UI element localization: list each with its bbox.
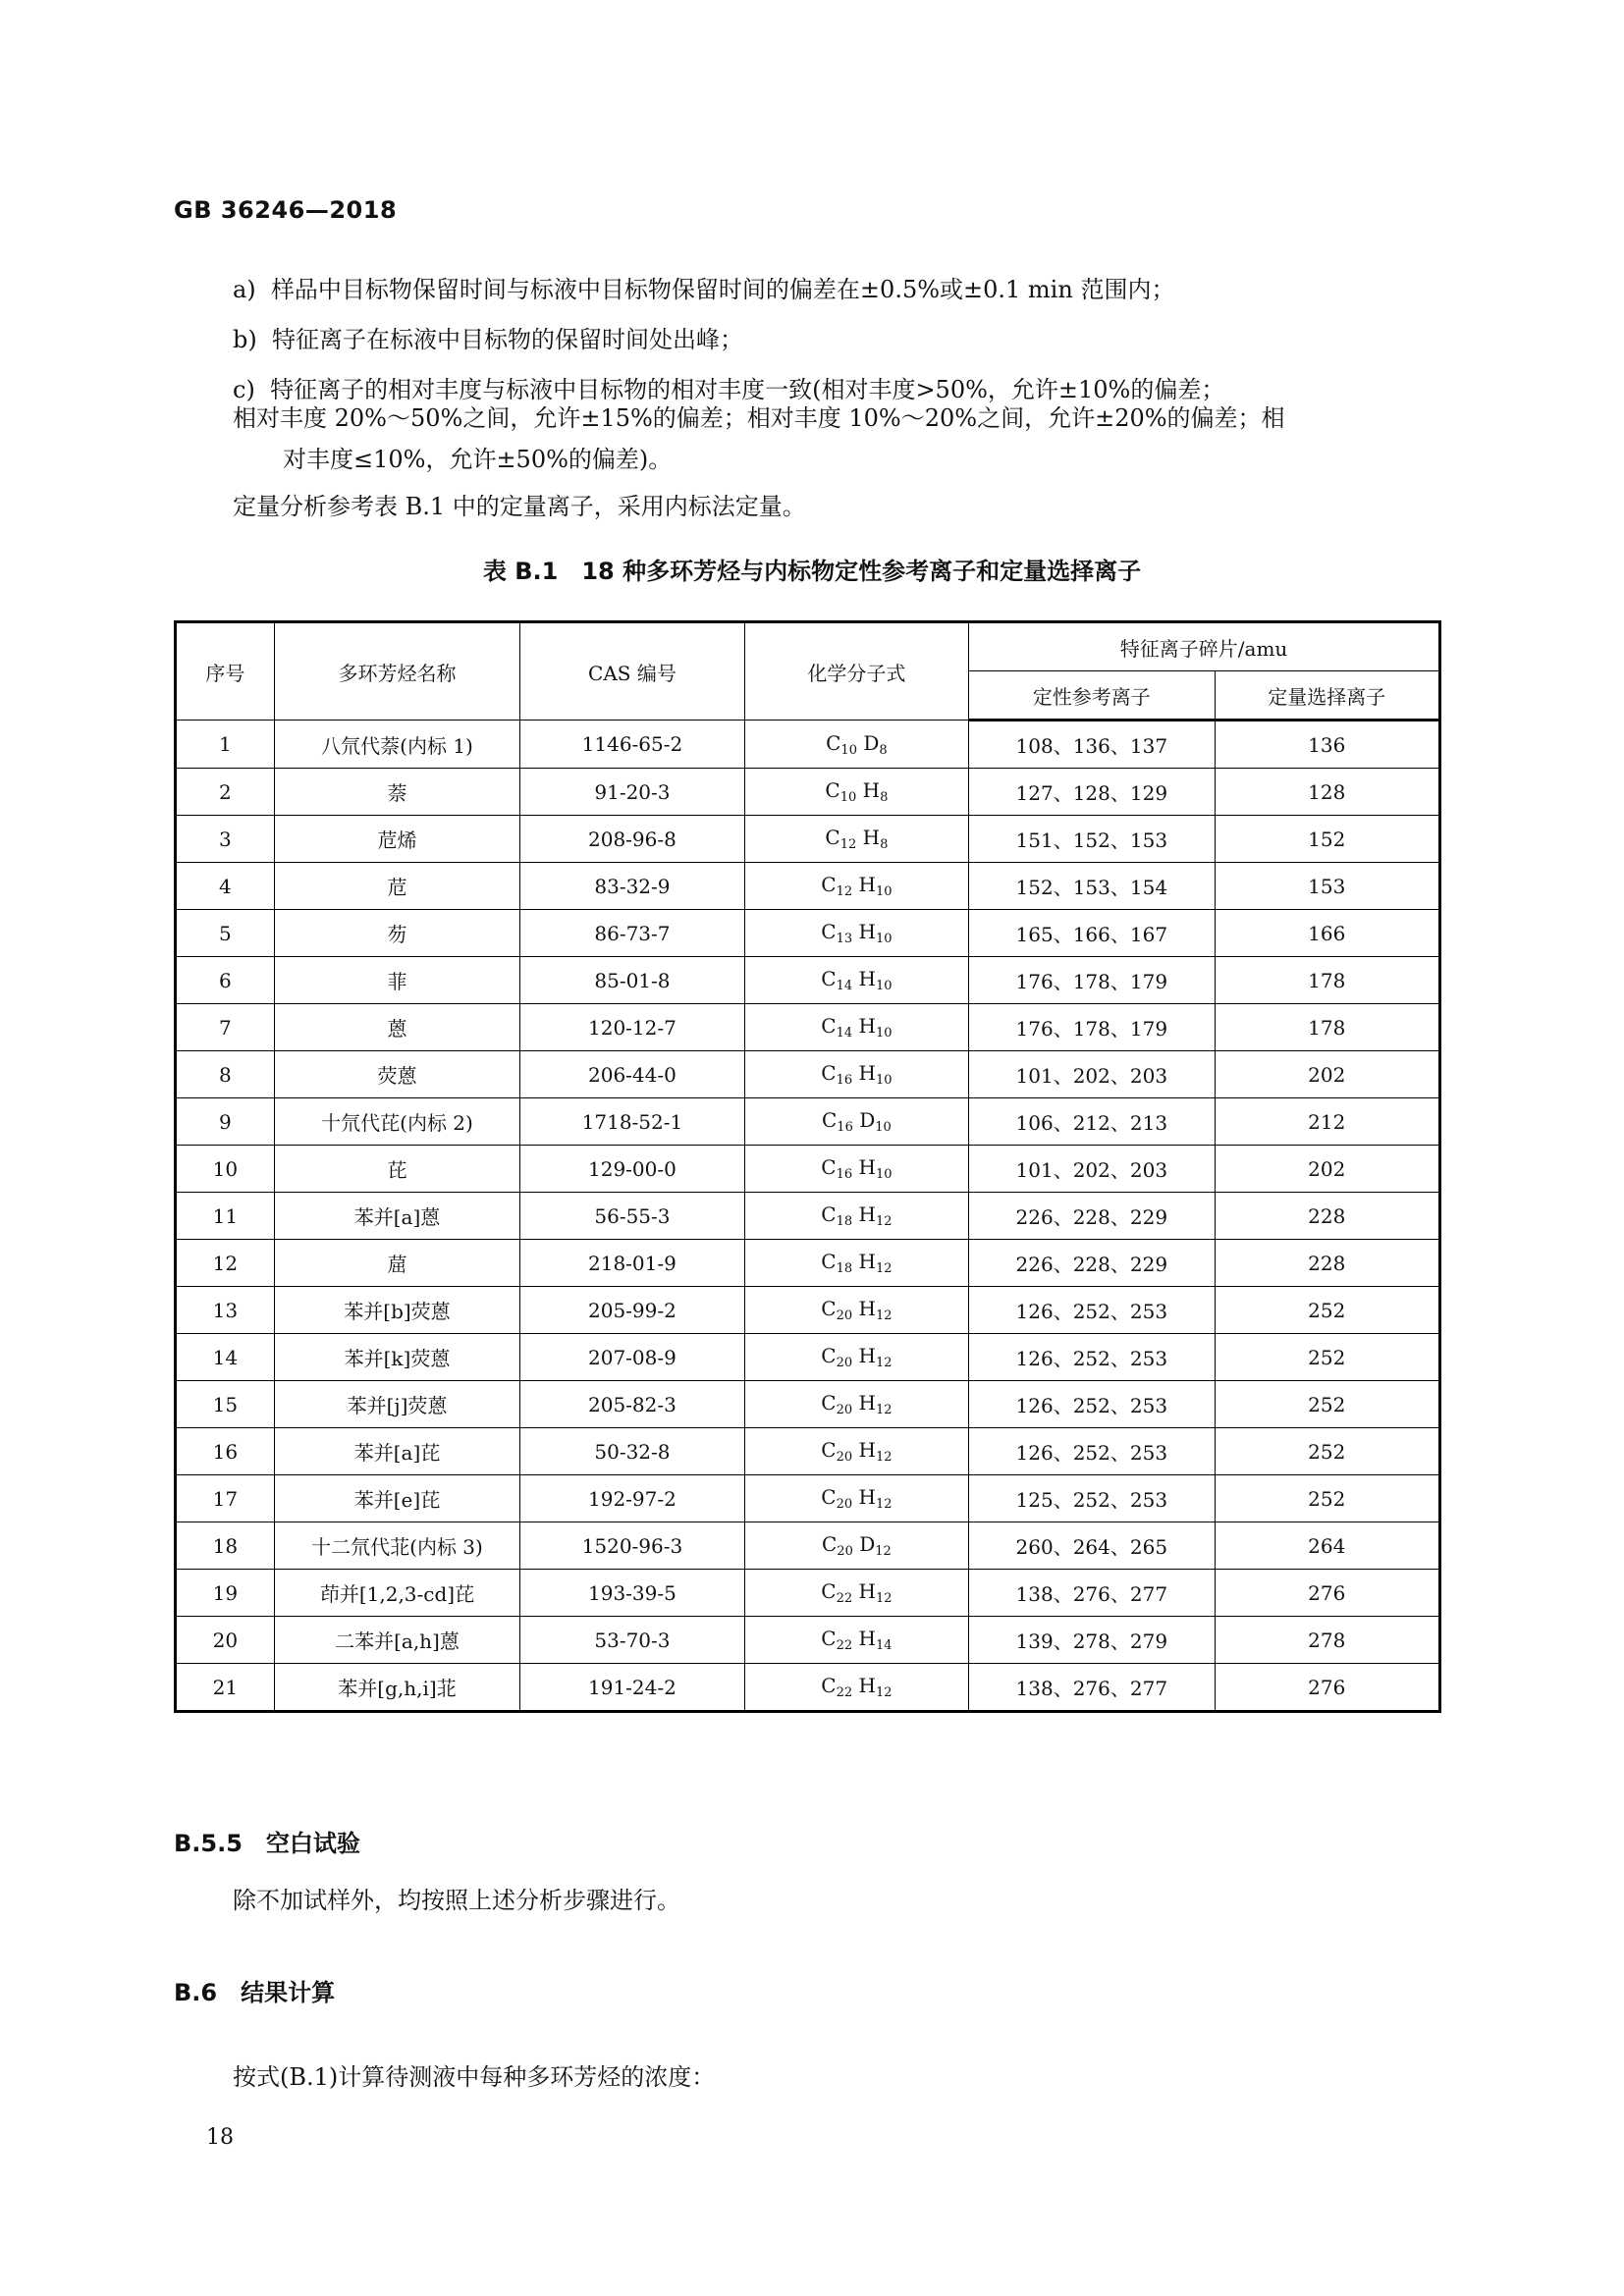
cell-qualitative-ions: 151、152、153: [969, 816, 1215, 863]
cell-name: 苯并[a]芘: [274, 1428, 519, 1475]
table-row: [176, 1098, 1440, 1146]
formula-count: 12: [875, 1450, 893, 1465]
formula-element: D: [863, 730, 880, 755]
formula-count: 12: [836, 884, 853, 899]
cell-formula: [744, 1098, 968, 1146]
cell-quantitative-ion: 252: [1215, 1428, 1439, 1475]
cell-seq: 9: [176, 1098, 275, 1146]
table-row: [176, 1617, 1440, 1664]
cell-name: 二苯并[a,h]蒽: [274, 1617, 519, 1664]
formula-element: C: [821, 1438, 837, 1462]
cell-cas: 207-08-9: [520, 1334, 744, 1381]
cell-seq: 11: [176, 1193, 275, 1240]
cell-formula: [744, 1617, 968, 1664]
table-row: [176, 1334, 1440, 1381]
formula-count: 20: [836, 1403, 853, 1417]
formula-element: C: [821, 1014, 837, 1038]
formula-element: C: [821, 1155, 837, 1179]
cell-cas: 50-32-8: [520, 1428, 744, 1475]
cell-formula: [744, 1240, 968, 1287]
cell-quantitative-ion: 202: [1215, 1051, 1439, 1098]
formula-element: H: [858, 1061, 876, 1085]
section-b55-text: 除不加试样外，均按照上述分析步骤进行。: [233, 1887, 680, 1914]
criterion-b: [233, 325, 743, 354]
header-qualitative-ions: 定性参考离子: [969, 671, 1215, 721]
formula-count: 16: [836, 1167, 853, 1182]
cell-seq: 2: [176, 769, 275, 816]
table-row: [176, 1004, 1440, 1051]
cell-seq: 3: [176, 816, 275, 863]
formula-count: 22: [836, 1591, 853, 1606]
cell-formula: [744, 1522, 968, 1570]
cell-name: 十二氘代苝(内标 3): [274, 1522, 519, 1570]
cell-formula: [744, 910, 968, 957]
table-row: [176, 1051, 1440, 1098]
formula-element: C: [825, 826, 840, 849]
formula-count: 14: [836, 1026, 853, 1041]
cell-formula: [744, 1381, 968, 1428]
formula-element: C: [821, 1061, 837, 1085]
table-title: 表 B.1 18 种多环芳烃与内标物定性参考离子和定量选择离子: [482, 558, 1142, 585]
criterion-text: 特征离子在标液中目标物的保留时间处出峰；: [272, 326, 743, 353]
cell-quantitative-ion: 252: [1215, 1287, 1439, 1334]
formula-count: 14: [836, 979, 853, 993]
header-quantitative-ion: 定量选择离子: [1215, 671, 1439, 721]
formula-element: C: [821, 920, 837, 943]
cell-formula: [744, 1146, 968, 1193]
criterion-label: a): [233, 276, 256, 303]
cell-name: 苊: [274, 863, 519, 910]
cell-qualitative-ions: 106、212、213: [969, 1098, 1215, 1146]
cell-name: 䓛: [274, 1240, 519, 1287]
formula-element: C: [821, 1250, 837, 1273]
table-row: [176, 1475, 1440, 1522]
formula-count: 20: [837, 1544, 853, 1559]
cell-formula: [744, 1193, 968, 1240]
formula-element: D: [859, 1532, 876, 1556]
cell-name: 蒽: [274, 1004, 519, 1051]
cell-cas: 83-32-9: [520, 863, 744, 910]
formula-element: H: [858, 1155, 876, 1179]
cell-quantitative-ion: 264: [1215, 1522, 1439, 1570]
cell-seq: 14: [176, 1334, 275, 1381]
cell-formula: [744, 721, 968, 769]
formula-count: 10: [840, 742, 857, 758]
cell-quantitative-ion: 252: [1215, 1334, 1439, 1381]
formula-count: 18: [836, 1261, 853, 1276]
formula-count: 22: [836, 1685, 853, 1700]
cell-cas: 192-97-2: [520, 1475, 744, 1522]
header-name: 多环芳烃名称: [274, 622, 519, 721]
formula-element: H: [858, 1674, 876, 1697]
formula-element: C: [821, 967, 837, 990]
cell-name: 苯并[a]蒽: [274, 1193, 519, 1240]
cell-qualitative-ions: 226、228、229: [969, 1193, 1215, 1240]
cell-quantitative-ion: 212: [1215, 1098, 1439, 1146]
cell-quantitative-ion: 128: [1215, 769, 1439, 816]
cell-formula: [744, 1004, 968, 1051]
cell-cas: 205-82-3: [520, 1381, 744, 1428]
cell-name: 苯并[b]荧蒽: [274, 1287, 519, 1334]
formula-count: 14: [875, 1638, 893, 1653]
cell-quantitative-ion: 153: [1215, 863, 1439, 910]
cell-name: 八氘代萘(内标 1): [274, 721, 519, 769]
formula-element: C: [821, 1391, 837, 1415]
table-row: [176, 1570, 1440, 1617]
cell-seq: 19: [176, 1570, 275, 1617]
formula-element: C: [821, 1344, 837, 1367]
formula-element: H: [858, 920, 876, 943]
formula-count: 10: [875, 1167, 893, 1182]
section-b55-heading: B.5.5 空白试验: [174, 1830, 360, 1857]
formula-count: 16: [837, 1120, 853, 1135]
cell-cas: 120-12-7: [520, 1004, 744, 1051]
cell-qualitative-ions: 126、252、253: [969, 1428, 1215, 1475]
cell-seq: 17: [176, 1475, 275, 1522]
criterion-label: b): [233, 326, 257, 353]
formula-element: H: [858, 1485, 876, 1509]
cell-quantitative-ion: 166: [1215, 910, 1439, 957]
cell-formula: [744, 769, 968, 816]
formula-element: C: [821, 1674, 837, 1697]
page-number: 18: [206, 2125, 234, 2150]
formula-element: H: [858, 1297, 876, 1320]
cell-seq: 7: [176, 1004, 275, 1051]
formula-element: C: [821, 1485, 837, 1509]
cell-name: 苯并[j]荧蒽: [274, 1381, 519, 1428]
cell-qualitative-ions: 126、252、253: [969, 1381, 1215, 1428]
cell-qualitative-ions: 126、252、253: [969, 1334, 1215, 1381]
table-row: [176, 1287, 1440, 1334]
cell-cas: 56-55-3: [520, 1193, 744, 1240]
cell-seq: 13: [176, 1287, 275, 1334]
cell-name: 十氘代芘(内标 2): [274, 1098, 519, 1146]
table-row: [176, 816, 1440, 863]
formula-element: H: [858, 967, 876, 990]
cell-seq: 4: [176, 863, 275, 910]
formula-element: C: [826, 730, 841, 755]
table-row: [176, 1428, 1440, 1475]
formula-count: 10: [875, 932, 893, 946]
header-cas: CAS 编号: [520, 622, 744, 721]
cell-qualitative-ions: 226、228、229: [969, 1240, 1215, 1287]
cell-formula: [744, 1287, 968, 1334]
formula-count: 10: [875, 1073, 893, 1088]
table-row: [176, 1664, 1440, 1712]
formula-element: H: [862, 778, 881, 802]
formula-count: 12: [875, 1308, 893, 1323]
formula-element: C: [821, 1297, 837, 1320]
formula-count: 16: [836, 1073, 853, 1088]
cell-cas: 206-44-0: [520, 1051, 744, 1098]
formula-count: 10: [875, 979, 893, 993]
cell-cas: 208-96-8: [520, 816, 744, 863]
formula-element: H: [858, 1344, 876, 1367]
criterion-a: [233, 275, 1174, 304]
cell-seq: 5: [176, 910, 275, 957]
table-row: [176, 1381, 1440, 1428]
header-ion-group: 特征离子碎片/amu: [969, 622, 1440, 671]
formula-count: 12: [875, 1497, 893, 1512]
cell-qualitative-ions: 126、252、253: [969, 1287, 1215, 1334]
cell-quantitative-ion: 228: [1215, 1193, 1439, 1240]
cell-name: 苯并[k]荧蒽: [274, 1334, 519, 1381]
formula-count: 20: [836, 1308, 853, 1323]
cell-cas: 53-70-3: [520, 1617, 744, 1664]
cell-cas: 85-01-8: [520, 957, 744, 1004]
cell-cas: 205-99-2: [520, 1287, 744, 1334]
cell-quantitative-ion: 228: [1215, 1240, 1439, 1287]
cell-seq: 12: [176, 1240, 275, 1287]
header-formula: 化学分子式: [744, 622, 968, 721]
table-row: [176, 1146, 1440, 1193]
cell-quantitative-ion: 178: [1215, 1004, 1439, 1051]
cell-qualitative-ions: 165、166、167: [969, 910, 1215, 957]
cell-seq: 10: [176, 1146, 275, 1193]
cell-seq: 21: [176, 1664, 275, 1712]
cell-qualitative-ions: 260、264、265: [969, 1522, 1215, 1570]
cell-qualitative-ions: 108、136、137: [969, 721, 1215, 769]
formula-count: 20: [836, 1356, 853, 1370]
section-b6-text: 按式(B.1)计算待测液中每种多环芳烃的浓度：: [233, 2063, 716, 2091]
pah-ion-table: [174, 620, 1441, 1713]
cell-name: 萘: [274, 769, 519, 816]
cell-quantitative-ion: 276: [1215, 1570, 1439, 1617]
cell-quantitative-ion: 278: [1215, 1617, 1439, 1664]
table-row: [176, 1522, 1440, 1570]
cell-cas: 86-73-7: [520, 910, 744, 957]
table-row: [176, 910, 1440, 957]
cell-quantitative-ion: 276: [1215, 1664, 1439, 1712]
formula-element: H: [858, 1250, 876, 1273]
formula-count: 12: [875, 1544, 892, 1559]
formula-element: C: [821, 1202, 837, 1226]
cell-cas: 1718-52-1: [520, 1098, 744, 1146]
table-row: [176, 863, 1440, 910]
formula-element: C: [821, 1532, 838, 1556]
formula-element: C: [821, 873, 837, 896]
formula-element: H: [858, 1579, 876, 1603]
cell-seq: 1: [176, 721, 275, 769]
formula-element: H: [858, 1627, 876, 1650]
table-row: [176, 1193, 1440, 1240]
cell-formula: [744, 816, 968, 863]
formula-element: H: [858, 1014, 876, 1038]
cell-name: 苯并[g,h,i]苝: [274, 1664, 519, 1712]
formula-count: 8: [879, 742, 888, 758]
formula-element: H: [858, 1391, 876, 1415]
cell-qualitative-ions: 152、153、154: [969, 863, 1215, 910]
formula-element: C: [821, 1579, 837, 1603]
cell-cas: 193-39-5: [520, 1570, 744, 1617]
table-row: [176, 721, 1440, 769]
cell-formula: [744, 1475, 968, 1522]
formula-count: 8: [880, 837, 889, 852]
cell-formula: [744, 1051, 968, 1098]
formula-element: H: [858, 1438, 876, 1462]
cell-name: 芘: [274, 1146, 519, 1193]
cell-quantitative-ion: 152: [1215, 816, 1439, 863]
cell-cas: 191-24-2: [520, 1664, 744, 1712]
criterion-label: c): [233, 376, 255, 403]
cell-formula: [744, 1428, 968, 1475]
formula-element: H: [862, 826, 881, 849]
cell-quantitative-ion: 136: [1215, 721, 1439, 769]
document-id: GB 36246—2018: [174, 196, 398, 224]
formula-count: 10: [875, 884, 893, 899]
cell-quantitative-ion: 252: [1215, 1475, 1439, 1522]
criterion-text: 特征离子的相对丰度与标液中目标物的相对丰度一致(相对丰度>50%，允许±10%的偏差；: [270, 376, 1225, 403]
cell-formula: [744, 863, 968, 910]
formula-element: H: [858, 873, 876, 896]
formula-count: 12: [875, 1403, 893, 1417]
criterion-text: 样品中目标物保留时间与标液中目标物保留时间的偏差在±0.5%或±0.1 min 范围内；: [270, 276, 1175, 303]
formula-count: 10: [875, 1120, 892, 1135]
cell-seq: 6: [176, 957, 275, 1004]
formula-count: 8: [880, 790, 889, 805]
cell-name: 苯并[e]芘: [274, 1475, 519, 1522]
table-row: [176, 957, 1440, 1004]
criterion-c-continuation-1: 相对丰度 20%～50%之间，允许±15%的偏差；相对丰度 10%～20%之间，允许±20%的偏差；相: [233, 404, 1285, 432]
cell-name: 荧蒽: [274, 1051, 519, 1098]
cell-cas: 1146-65-2: [520, 721, 744, 769]
formula-count: 10: [875, 1026, 893, 1041]
cell-qualitative-ions: 176、178、179: [969, 1004, 1215, 1051]
formula-element: C: [825, 778, 840, 802]
cell-qualitative-ions: 125、252、253: [969, 1475, 1215, 1522]
cell-qualitative-ions: 138、276、277: [969, 1664, 1215, 1712]
formula-count: 12: [875, 1214, 893, 1229]
cell-seq: 18: [176, 1522, 275, 1570]
cell-qualitative-ions: 101、202、203: [969, 1051, 1215, 1098]
formula-count: 18: [836, 1214, 853, 1229]
cell-cas: 129-00-0: [520, 1146, 744, 1193]
cell-name: 菲: [274, 957, 519, 1004]
cell-name: 苊烯: [274, 816, 519, 863]
cell-seq: 20: [176, 1617, 275, 1664]
formula-count: 12: [839, 837, 857, 852]
cell-qualitative-ions: 101、202、203: [969, 1146, 1215, 1193]
formula-count: 12: [875, 1685, 893, 1700]
cell-formula: [744, 1664, 968, 1712]
cell-name: 茚并[1,2,3-cd]芘: [274, 1570, 519, 1617]
cell-cas: 91-20-3: [520, 769, 744, 816]
cell-formula: [744, 957, 968, 1004]
cell-qualitative-ions: 176、178、179: [969, 957, 1215, 1004]
cell-quantitative-ion: 202: [1215, 1146, 1439, 1193]
table-row: [176, 769, 1440, 816]
cell-quantitative-ion: 178: [1215, 957, 1439, 1004]
formula-element: C: [821, 1108, 838, 1132]
section-b6-heading: B.6 结果计算: [174, 1979, 336, 2006]
formula-count: 20: [836, 1497, 853, 1512]
cell-qualitative-ions: 138、276、277: [969, 1570, 1215, 1617]
cell-seq: 15: [176, 1381, 275, 1428]
quantification-note: 定量分析参考表 B.1 中的定量离子，采用内标法定量。: [233, 493, 806, 520]
cell-formula: [744, 1570, 968, 1617]
criterion-c-continuation-2: 对丰度≤10%，允许±50%的偏差)。: [283, 446, 673, 473]
formula-count: 22: [836, 1638, 853, 1653]
cell-name: 芴: [274, 910, 519, 957]
cell-cas: 1520-96-3: [520, 1522, 744, 1570]
cell-formula: [744, 1334, 968, 1381]
cell-cas: 218-01-9: [520, 1240, 744, 1287]
formula-element: H: [858, 1202, 876, 1226]
formula-count: 10: [839, 790, 857, 805]
formula-count: 12: [875, 1356, 893, 1370]
cell-qualitative-ions: 139、278、279: [969, 1617, 1215, 1664]
formula-count: 12: [875, 1261, 893, 1276]
cell-seq: 16: [176, 1428, 275, 1475]
cell-quantitative-ion: 252: [1215, 1381, 1439, 1428]
formula-count: 20: [836, 1450, 853, 1465]
formula-element: D: [859, 1108, 876, 1132]
header-seq: 序号: [176, 622, 275, 721]
formula-count: 12: [875, 1591, 893, 1606]
formula-element: C: [821, 1627, 837, 1650]
cell-seq: 8: [176, 1051, 275, 1098]
cell-qualitative-ions: 127、128、129: [969, 769, 1215, 816]
formula-count: 13: [836, 932, 853, 946]
criterion-c: [233, 375, 1224, 404]
table-row: [176, 1240, 1440, 1287]
